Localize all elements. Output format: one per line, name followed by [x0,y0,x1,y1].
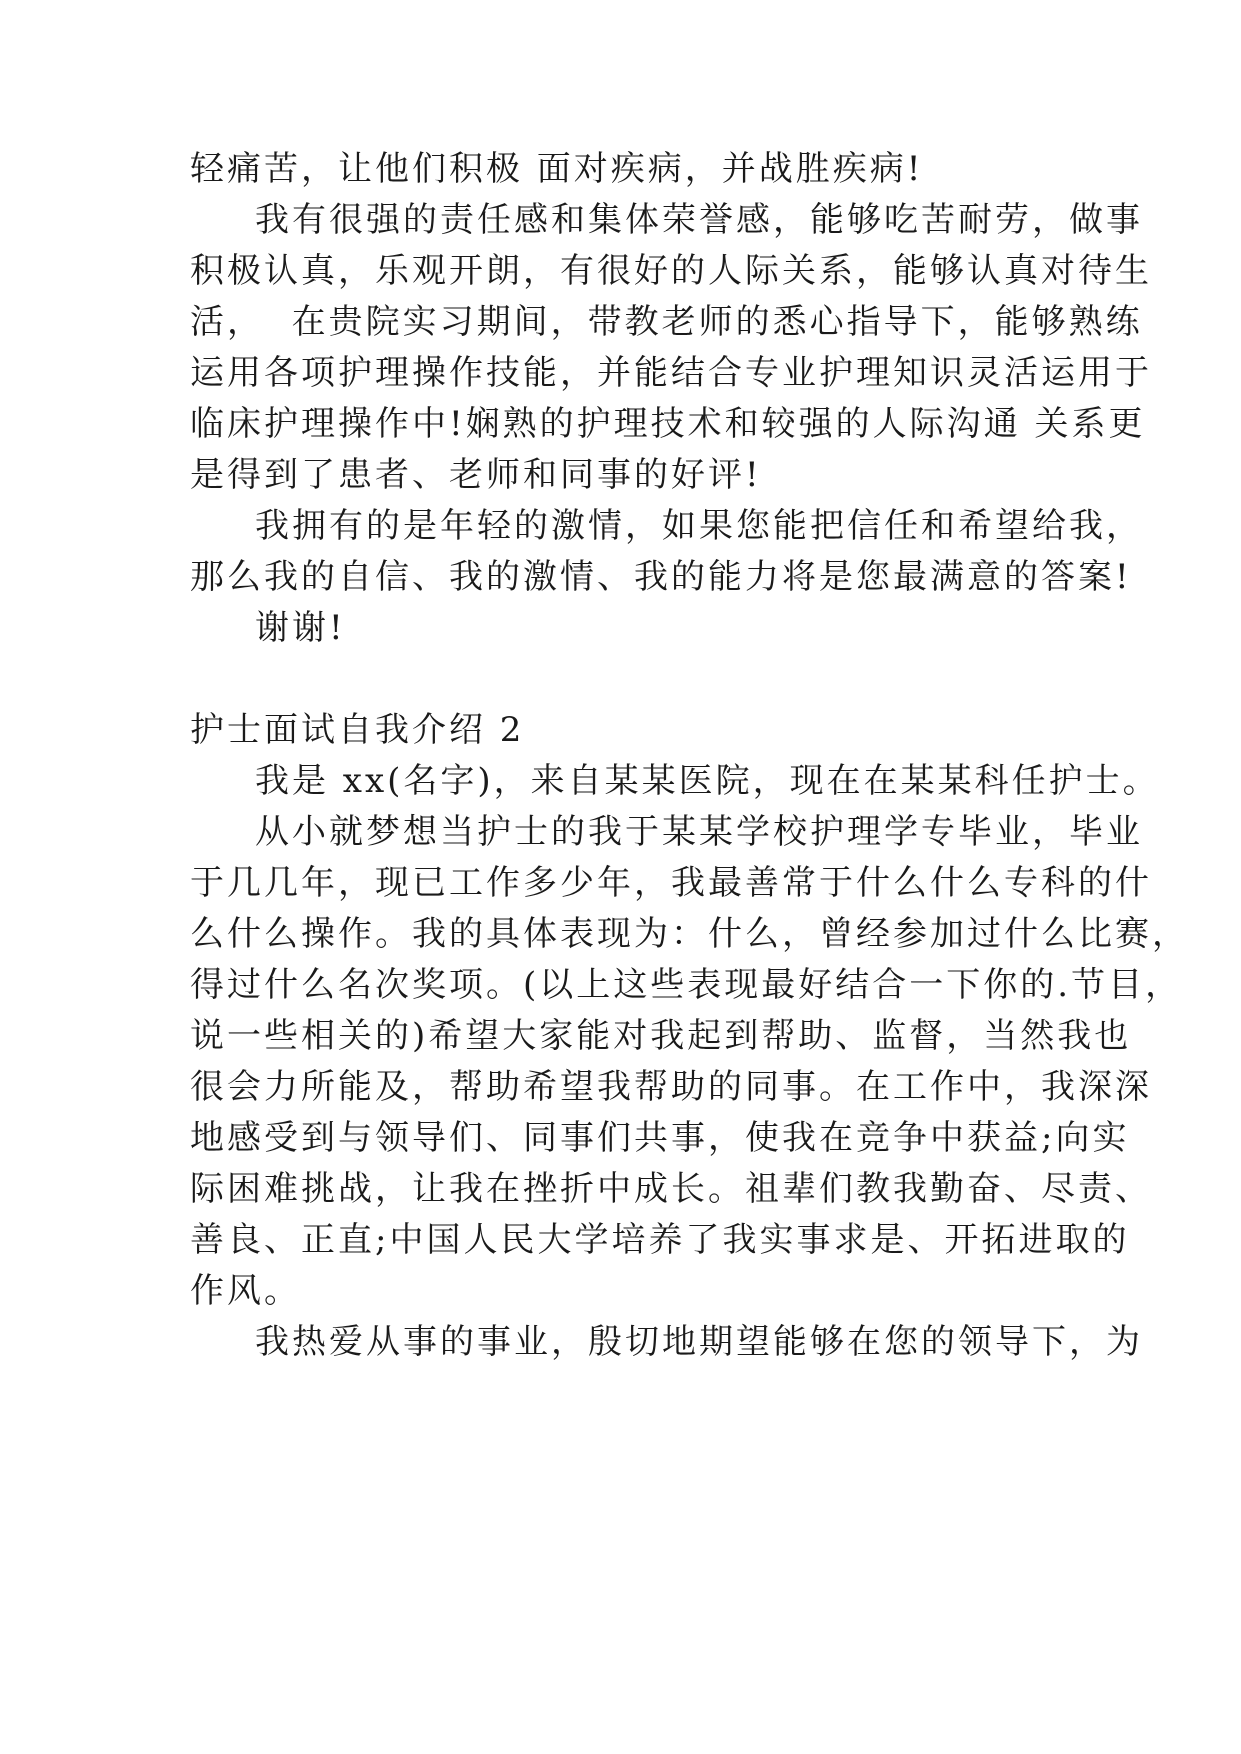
paragraph-line: 说一些相关的)希望大家能对我起到帮助、监督，当然我也 [190,1016,1132,1056]
paragraph-line: 我拥有的是年轻的激情，如果您能把信任和希望给我， [255,506,1143,546]
paragraph-line: 运用各项护理操作技能，并能结合专业护理知识灵活运用于 [190,353,1152,393]
section-heading: 护士面试自我介绍 2 [190,710,525,750]
paragraph-line: 积极认真，乐观开朗，有很好的人际关系，能够认真对待生 [190,251,1152,291]
paragraph-line: 我热爱从事的事业，殷切地期望能够在您的领导下，为 [255,1322,1143,1362]
paragraph-line: 我是 xx(名字)，来自某某医院，现在在某某科任护士。 [255,761,1160,801]
paragraph-line: 际困难挑战，让我在挫折中成长。祖辈们教我勤奋、尽责、 [190,1169,1152,1209]
paragraph-line: 从小就梦想当护士的我于某某学校护理学专毕业，毕业 [255,812,1143,852]
paragraph-line: 是得到了患者、老师和同事的好评! [190,455,762,495]
paragraph-line: 很会力所能及，帮助希望我帮助的同事。在工作中，我深深 [190,1067,1152,1107]
paragraph-line: 临床护理操作中!娴熟的护理技术和较强的人际沟通 关系更 [190,404,1146,444]
paragraph-line: 得过什么名次奖项。(以上这些表现最好结合一下你的.节目， [190,965,1183,1005]
paragraph-line: 谢谢! [255,608,346,648]
paragraph-line: 么什么操作。我的具体表现为：什么，曾经参加过什么比赛， [190,914,1189,954]
paragraph-line: 活， 在贵院实习期间，带教老师的悉心指导下，能够熟练 [190,302,1143,342]
paragraph-line: 善良、正直;中国人民大学培养了我实事求是、开拓进取的 [190,1220,1130,1260]
paragraph-line: 那么我的自信、我的激情、我的能力将是您最满意的答案! [190,557,1132,597]
paragraph-line: 作风。 [190,1271,301,1311]
paragraph-line: 于几几年，现已工作多少年，我最善常于什么什么专科的什 [190,863,1152,903]
paragraph-line: 我有很强的责任感和集体荣誉感，能够吃苦耐劳，做事 [255,200,1143,240]
paragraph-line: 轻痛苦，让他们积极 面对疾病，并战胜疾病! [190,149,924,189]
paragraph-line: 地感受到与领导们、同事们共事，使我在竞争中获益;向实 [190,1118,1130,1158]
